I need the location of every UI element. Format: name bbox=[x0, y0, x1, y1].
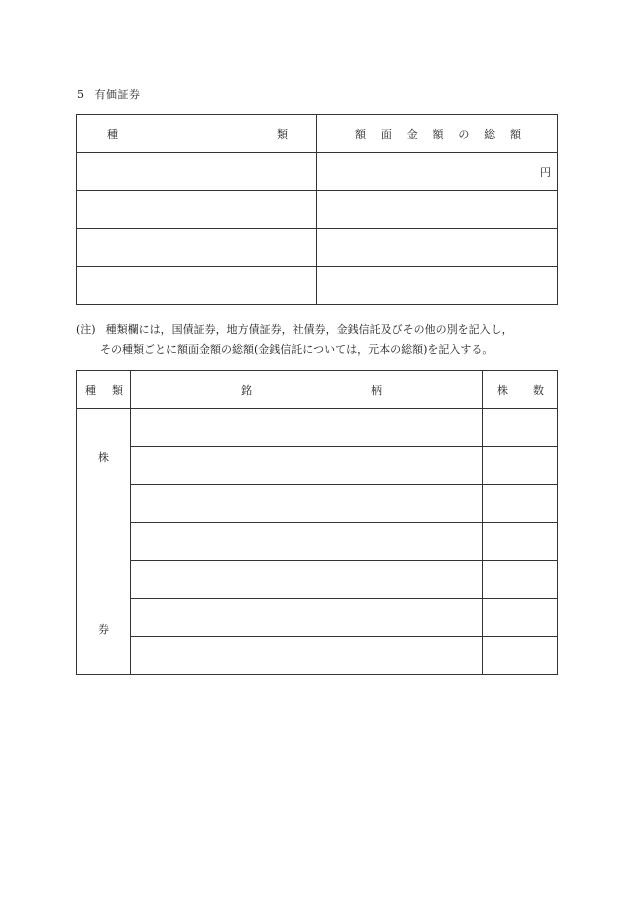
table-row bbox=[77, 267, 558, 305]
table-row bbox=[77, 637, 558, 675]
amount-cell[interactable] bbox=[317, 153, 558, 191]
header-shares-char: 株 bbox=[497, 383, 508, 397]
kind-cell[interactable] bbox=[77, 191, 317, 229]
header-shares-char: 数 bbox=[533, 383, 544, 397]
brand-cell[interactable] bbox=[131, 485, 483, 523]
header-kind-char: 類 bbox=[277, 127, 288, 141]
yen-unit: 円 bbox=[540, 165, 551, 179]
table-header-row bbox=[77, 371, 558, 409]
brand-cell[interactable] bbox=[131, 637, 483, 675]
kind-char: 券 bbox=[98, 623, 109, 636]
shares-cell[interactable] bbox=[483, 447, 558, 485]
header-kind-char: 類 bbox=[112, 383, 123, 397]
shares-cell[interactable] bbox=[483, 561, 558, 599]
table-row bbox=[77, 447, 558, 485]
section-heading bbox=[77, 86, 141, 102]
header-kind-char: 種 bbox=[85, 383, 96, 397]
amount-cell[interactable] bbox=[317, 229, 558, 267]
header-amount-char: の bbox=[458, 127, 470, 141]
shares-cell[interactable] bbox=[483, 485, 558, 523]
table-row bbox=[77, 485, 558, 523]
header-kind-char: 種 bbox=[107, 127, 118, 141]
brand-cell[interactable] bbox=[131, 447, 483, 485]
brand-cell[interactable] bbox=[131, 599, 483, 637]
shares-cell[interactable] bbox=[483, 523, 558, 561]
note bbox=[76, 320, 513, 360]
header-amount-char: 額 bbox=[509, 127, 521, 141]
header-shares bbox=[483, 371, 558, 409]
table-row bbox=[77, 153, 558, 191]
table-row bbox=[77, 561, 558, 599]
shares-cell[interactable] bbox=[483, 599, 558, 637]
header-amount-char: 額 bbox=[355, 127, 366, 141]
kind-cell[interactable] bbox=[77, 229, 317, 267]
amount-cell[interactable] bbox=[317, 267, 558, 305]
table-row bbox=[77, 409, 558, 447]
amount-cell[interactable] bbox=[317, 191, 558, 229]
note-line-2: その種類ごとに額面金額の総額(金銭信託については，元本の総額)を記入する。 bbox=[100, 343, 494, 356]
kind-cell[interactable] bbox=[77, 153, 317, 191]
table-row bbox=[77, 191, 558, 229]
table-row bbox=[77, 599, 558, 637]
section-number: 5 bbox=[77, 88, 85, 101]
header-amount-char: 総 bbox=[484, 127, 496, 141]
header-kind bbox=[77, 371, 131, 409]
note-line-1: 種類欄には，国債証券，地方債証券，社債券，金銭信託及びその他の別を記入し， bbox=[105, 323, 513, 336]
section-title: 有価証券 bbox=[94, 88, 141, 101]
brand-cell[interactable] bbox=[131, 561, 483, 599]
table-row bbox=[77, 229, 558, 267]
shares-cell[interactable] bbox=[483, 637, 558, 675]
header-amount-char: 金 bbox=[406, 127, 418, 141]
securities-amount-table bbox=[76, 114, 558, 305]
stock-table bbox=[76, 370, 558, 675]
header-kind bbox=[77, 115, 317, 153]
note-label: (注) bbox=[76, 323, 96, 336]
brand-cell[interactable] bbox=[131, 523, 483, 561]
table-row bbox=[77, 523, 558, 561]
kind-cell[interactable] bbox=[77, 267, 317, 305]
header-brand-char: 銘 bbox=[241, 383, 252, 397]
table-header-row bbox=[77, 115, 558, 153]
header-amount-char: 額 bbox=[432, 127, 444, 141]
header-brand-char: 柄 bbox=[371, 383, 382, 397]
kind-char: 株 bbox=[98, 451, 109, 464]
header-brand bbox=[131, 371, 483, 409]
header-total-face-value bbox=[317, 115, 558, 153]
header-amount-char: 面 bbox=[380, 127, 392, 141]
brand-cell[interactable] bbox=[131, 409, 483, 447]
shares-cell[interactable] bbox=[483, 409, 558, 447]
kind-cell-stock bbox=[77, 409, 131, 675]
